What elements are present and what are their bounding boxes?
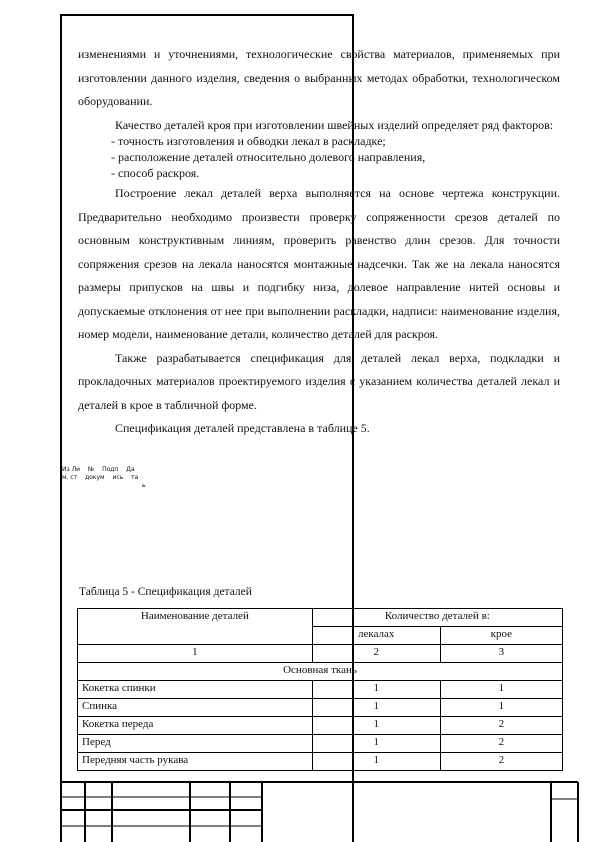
paragraph-2: Качество деталей кроя при изготовлении швейных изделий определяет ряд факторов:: [115, 117, 554, 132]
column-number: 3: [440, 645, 562, 663]
qty-lekala: 1: [312, 753, 440, 771]
list-item: - расположение деталей относительно долевого направления,: [111, 150, 426, 164]
qty-kroy: 2: [440, 753, 562, 771]
qty-lekala: 1: [312, 735, 440, 753]
list-item: - способ раскроя.: [111, 166, 200, 180]
detail-name: Перед: [78, 735, 313, 753]
document-body: [78, 43, 560, 441]
detail-name: Кокетка спинки: [78, 681, 313, 699]
stamp-cell: Подп: [102, 466, 119, 473]
qty-lekala: 1: [312, 717, 440, 735]
column-number: 1: [78, 645, 313, 663]
table-number-row: [78, 645, 563, 663]
stamp-cell: та: [131, 474, 139, 481]
detail-name: Кокетка переда: [78, 717, 313, 735]
column-number: 2: [312, 645, 440, 663]
revision-stamp: [62, 466, 152, 490]
qty-kroy: 2: [440, 735, 562, 753]
stamp-cell: ись: [112, 474, 124, 481]
qty-lekala: 1: [312, 681, 440, 699]
detail-name: Спинка: [78, 699, 313, 717]
header-qty: Количество деталей в:: [312, 609, 562, 627]
qty-kroy: 1: [440, 681, 562, 699]
list-item: - точность изготовления и обводки лекал в раскладке;: [111, 134, 386, 148]
table-row: [78, 681, 563, 699]
subheader-lekala: лекалах: [312, 627, 440, 645]
stamp-cell: Да: [126, 466, 135, 473]
paragraph-5: Спецификация деталей представлена в таблице 5.: [115, 421, 370, 435]
paragraph-3: Построение лекал деталей верха выполняется на основе чертежа конструкции. Предварительно необходимо произвести проверку сопряженности срезов деталей по основным конструктивным линиям, проверить равенство длин срезов. Для точности сопряжения срезов на лекала наносятся монтажные надсечки. Так же на лекала наносятся размеры припусков на швы и подгибку низа, долевое направление нитей основы и допускаемые отклонения от нее при выполнении раскладки, надписи: наименование изделия, номер модели, наименование детали, количество деталей для раскроя.: [78, 186, 560, 341]
table-header-row: [78, 609, 563, 627]
table-row: [78, 735, 563, 753]
table-section-row: [78, 663, 563, 681]
stamp-cell: Из Ли: [62, 466, 80, 473]
subheader-kroy: крое: [440, 627, 562, 645]
stamp-cell: ь: [142, 482, 146, 489]
stamp-cell: №: [87, 466, 95, 473]
table-row: [78, 717, 563, 735]
table-row: [78, 699, 563, 717]
paragraph-4: Также разрабатывается спецификация для деталей лекал верха, подкладки и прокладочных материалов проектируемого изделия с указанием количества деталей лекал и деталей в крое в табличной форме.: [78, 350, 560, 412]
stamp-cell: м. ст: [62, 474, 78, 481]
table-caption: Таблица 5 - Спецификация деталей: [79, 586, 252, 598]
detail-name: Передняя часть рукава: [78, 753, 313, 771]
table-row: [78, 753, 563, 771]
section-label: Основная ткань: [78, 663, 563, 681]
header-name: Наименование деталей: [78, 609, 313, 645]
qty-kroy: 2: [440, 717, 562, 735]
qty-lekala: 1: [312, 699, 440, 717]
specification-table: [77, 608, 563, 771]
stamp-cell: докум: [85, 474, 105, 481]
qty-kroy: 1: [440, 699, 562, 717]
paragraph-1: изменениями и уточнениями, технологические свойства материалов, применяемых при изготовлении данного изделия, сведения о выбранных методах обработки, технологическом оборудовании.: [78, 47, 560, 108]
